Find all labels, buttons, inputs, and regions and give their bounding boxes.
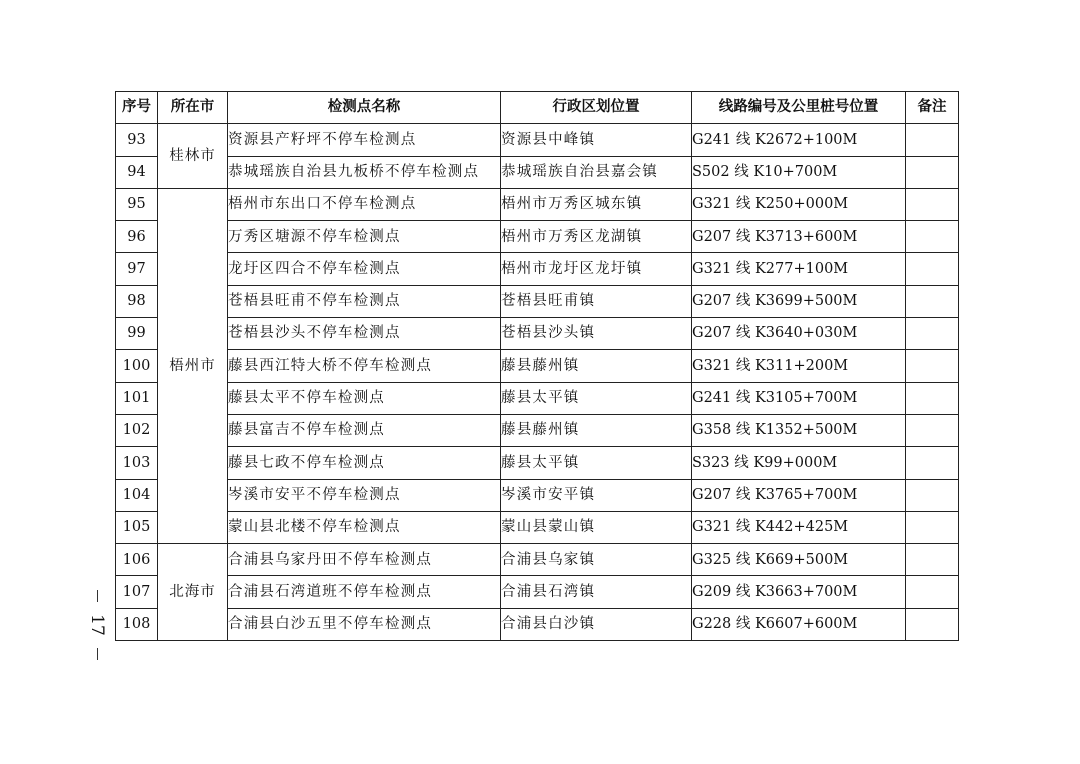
cell-remark (906, 318, 959, 350)
header-seq: 序号 (116, 92, 158, 124)
cell-seq: 105 (116, 511, 158, 543)
cell-remark (906, 447, 959, 479)
cell-route: G325 线 K669+500M (692, 544, 906, 576)
cell-route: G207 线 K3699+500M (692, 285, 906, 317)
cell-admin: 合浦县乌家镇 (501, 544, 692, 576)
cell-remark (906, 382, 959, 414)
cell-seq: 103 (116, 447, 158, 479)
cell-route: G358 线 K1352+500M (692, 414, 906, 446)
cell-admin: 恭城瑶族自治县嘉会镇 (501, 156, 692, 188)
cell-seq: 107 (116, 576, 158, 608)
cell-seq: 100 (116, 350, 158, 382)
cell-name: 岑溪市安平不停车检测点 (228, 479, 501, 511)
cell-name: 藤县七政不停车检测点 (228, 447, 501, 479)
page-number-dash-top (97, 590, 98, 602)
cell-admin: 岑溪市安平镇 (501, 479, 692, 511)
header-name: 检测点名称 (228, 92, 501, 124)
cell-remark (906, 221, 959, 253)
cell-seq: 94 (116, 156, 158, 188)
cell-remark (906, 124, 959, 156)
table-row (116, 285, 959, 317)
cell-route: G241 线 K3105+700M (692, 382, 906, 414)
cell-admin: 苍梧县旺甫镇 (501, 285, 692, 317)
table-row (116, 544, 959, 576)
cell-name: 藤县太平不停车检测点 (228, 382, 501, 414)
cell-seq: 98 (116, 285, 158, 317)
cell-route: G228 线 K6607+600M (692, 608, 906, 640)
cell-admin: 藤县藤州镇 (501, 350, 692, 382)
cell-seq: 99 (116, 318, 158, 350)
cell-route: G321 线 K442+425M (692, 511, 906, 543)
cell-route: G321 线 K277+100M (692, 253, 906, 285)
cell-route: S502 线 K10+700M (692, 156, 906, 188)
cell-admin: 藤县太平镇 (501, 447, 692, 479)
cell-name: 蒙山县北楼不停车检测点 (228, 511, 501, 543)
cell-admin: 资源县中峰镇 (501, 124, 692, 156)
cell-city: 北海市 (158, 544, 228, 641)
cell-seq: 101 (116, 382, 158, 414)
cell-name: 资源县产籽坪不停车检测点 (228, 124, 501, 156)
cell-name: 万秀区塘源不停车检测点 (228, 221, 501, 253)
cell-seq: 102 (116, 414, 158, 446)
cell-admin: 苍梧县沙头镇 (501, 318, 692, 350)
table-row (116, 447, 959, 479)
cell-seq: 93 (116, 124, 158, 156)
cell-admin: 梧州市万秀区龙湖镇 (501, 221, 692, 253)
cell-remark (906, 608, 959, 640)
cell-seq: 108 (116, 608, 158, 640)
cell-remark (906, 576, 959, 608)
cell-route: G207 线 K3765+700M (692, 479, 906, 511)
cell-admin: 合浦县石湾镇 (501, 576, 692, 608)
table-row (116, 318, 959, 350)
cell-name: 龙圩区四合不停车检测点 (228, 253, 501, 285)
cell-remark (906, 350, 959, 382)
cell-route: G207 线 K3713+600M (692, 221, 906, 253)
cell-city: 桂林市 (158, 124, 228, 189)
page-number-dash-bottom (97, 648, 98, 660)
cell-admin: 梧州市龙圩区龙圩镇 (501, 253, 692, 285)
cell-remark (906, 285, 959, 317)
cell-admin: 蒙山县蒙山镇 (501, 511, 692, 543)
cell-remark (906, 511, 959, 543)
cell-remark (906, 188, 959, 220)
header-remark: 备注 (906, 92, 959, 124)
checkpoint-table (115, 91, 959, 641)
cell-remark (906, 414, 959, 446)
header-admin: 行政区划位置 (501, 92, 692, 124)
cell-route: G321 线 K250+000M (692, 188, 906, 220)
header-route: 线路编号及公里桩号位置 (692, 92, 906, 124)
cell-name: 藤县西江特大桥不停车检测点 (228, 350, 501, 382)
table-row (116, 479, 959, 511)
cell-remark (906, 479, 959, 511)
cell-name: 苍梧县沙头不停车检测点 (228, 318, 501, 350)
cell-name: 合浦县石湾道班不停车检测点 (228, 576, 501, 608)
cell-admin: 合浦县白沙镇 (501, 608, 692, 640)
table-row (116, 382, 959, 414)
cell-name: 合浦县白沙五里不停车检测点 (228, 608, 501, 640)
cell-name: 苍梧县旺甫不停车检测点 (228, 285, 501, 317)
cell-name: 恭城瑶族自治县九板桥不停车检测点 (228, 156, 501, 188)
cell-admin: 梧州市万秀区城东镇 (501, 188, 692, 220)
cell-city: 梧州市 (158, 188, 228, 543)
page-number (86, 590, 108, 660)
cell-admin: 藤县太平镇 (501, 382, 692, 414)
cell-route: G241 线 K2672+100M (692, 124, 906, 156)
header-city: 所在市 (158, 92, 228, 124)
table-header-row (116, 92, 959, 124)
table-row (116, 576, 959, 608)
table-row (116, 188, 959, 220)
table-body (116, 124, 959, 641)
table-row (116, 511, 959, 543)
table-row (116, 124, 959, 156)
cell-route: G207 线 K3640+030M (692, 318, 906, 350)
cell-remark (906, 544, 959, 576)
cell-route: S323 线 K99+000M (692, 447, 906, 479)
cell-admin: 藤县藤州镇 (501, 414, 692, 446)
table-row (116, 350, 959, 382)
cell-remark (906, 253, 959, 285)
cell-seq: 104 (116, 479, 158, 511)
table-row (116, 253, 959, 285)
cell-name: 梧州市东出口不停车检测点 (228, 188, 501, 220)
table-row (116, 414, 959, 446)
cell-remark (906, 156, 959, 188)
table-row (116, 156, 959, 188)
table-row (116, 608, 959, 640)
cell-name: 合浦县乌家丹田不停车检测点 (228, 544, 501, 576)
cell-route: G321 线 K311+200M (692, 350, 906, 382)
cell-route: G209 线 K3663+700M (692, 576, 906, 608)
cell-seq: 96 (116, 221, 158, 253)
cell-seq: 106 (116, 544, 158, 576)
cell-seq: 97 (116, 253, 158, 285)
table-row (116, 221, 959, 253)
page-number-text: 17 (86, 614, 107, 636)
cell-seq: 95 (116, 188, 158, 220)
cell-name: 藤县富吉不停车检测点 (228, 414, 501, 446)
